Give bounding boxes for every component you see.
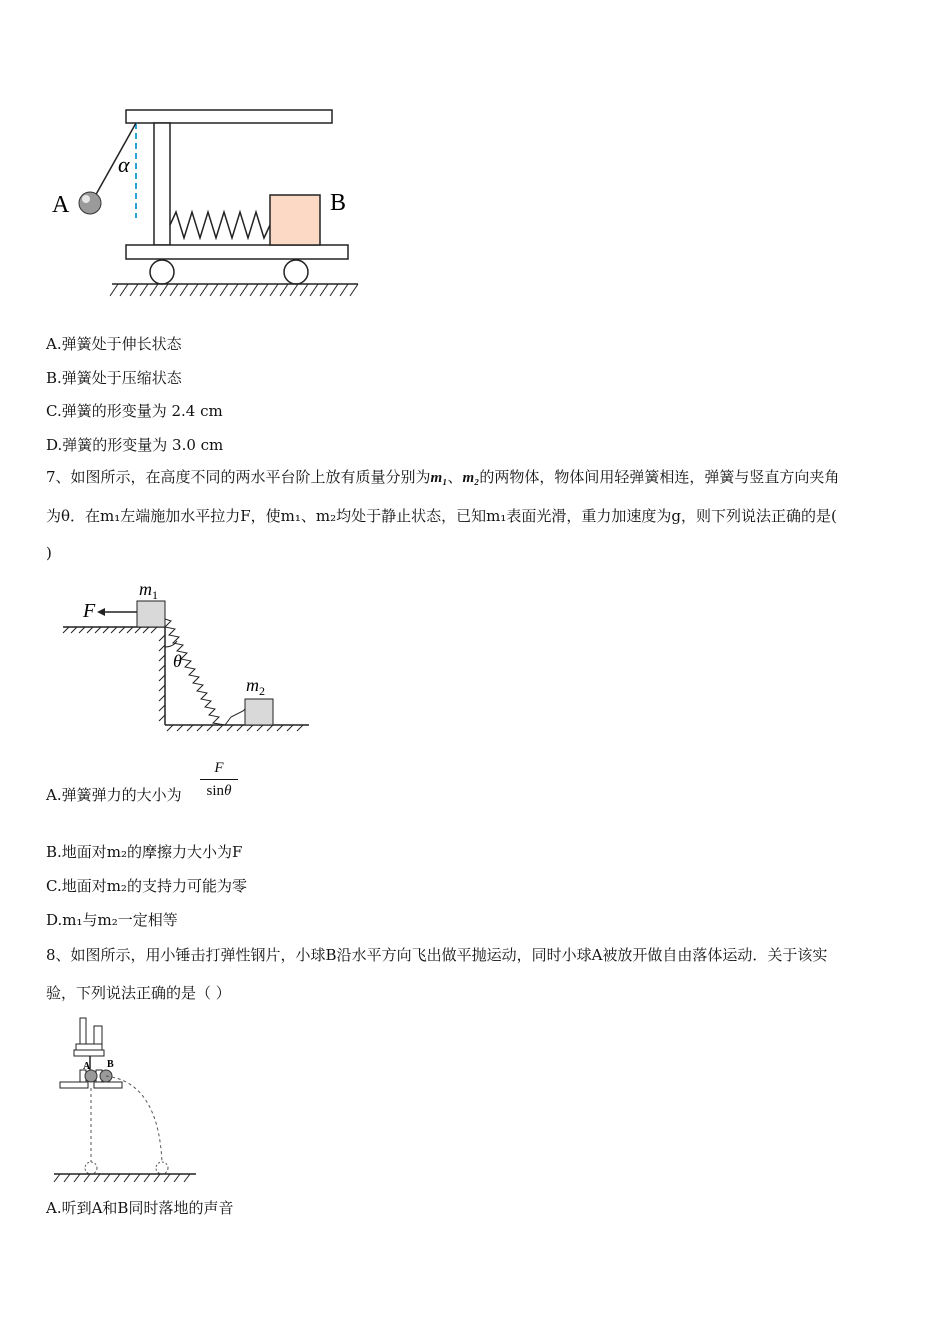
q7-stem-line2: 为θ．在m₁左端施加水平拉力F，使m₁、m₂均处于静止状态，已知m₁表面光滑，重力加速度为g，则下列说法正确的是( [46, 507, 837, 525]
q7-option-a-fraction [200, 758, 238, 801]
figure2-m1-label: $m_1$ [139, 579, 158, 602]
fraction-numerator: F [214, 760, 224, 776]
q8-stem-line1: 8、如图所示，用小锤击打弹性钢片，小球B沿水平方向飞出做平抛运动，同时小球A被放开做自由落体运动．关于该实 [46, 946, 828, 964]
q8-stem-line2: 验，下列说法正确的是（ ） [46, 984, 231, 1002]
figure3-label-a: A [83, 1061, 91, 1072]
figure1-label-a: A [52, 192, 70, 218]
q7-stem-line1: 7、如图所示，在高度不同的两水平台阶上放有质量分别为m₁、m₂的两物体，物体间用轻弹簧相连，弹簧与竖直方向夹角 [46, 468, 840, 486]
figure2-theta-label: θ [173, 651, 182, 671]
figure-steps-spring [55, 575, 315, 735]
q6-option-b: B.弹簧处于压缩状态 [46, 369, 182, 387]
figure1-angle-label: α [118, 152, 130, 177]
q6-option-a: A.弹簧处于伸长状态 [46, 335, 182, 353]
q7-option-c: C.地面对m₂的支持力可能为零 [46, 877, 247, 895]
q7-option-d: D.m₁与m₂一定相等 [46, 911, 178, 929]
q7-option-a: A.弹簧弹力的大小为 [46, 786, 182, 804]
q7-stem-line3: ) [46, 544, 52, 562]
q6-option-c: C.弹簧的形变量为 2.4 cm [46, 402, 223, 420]
figure-projectile-apparatus [50, 1012, 200, 1187]
q7-option-b: B.地面对m₂的摩擦力大小为F [46, 843, 243, 861]
fraction-denominator: sinθ [206, 783, 232, 799]
figure1-label-b: B [330, 190, 347, 216]
figure3-label-b: B [107, 1059, 114, 1070]
figure2-m2-label: $m_2$ [246, 675, 265, 698]
figure2-force-label: F [83, 600, 96, 622]
q8-option-a: A.听到A和B同时落地的声音 [46, 1199, 234, 1217]
q6-option-d: D.弹簧的形变量为 3.0 cm [46, 436, 224, 454]
figure-cart-pendulum [50, 100, 370, 305]
